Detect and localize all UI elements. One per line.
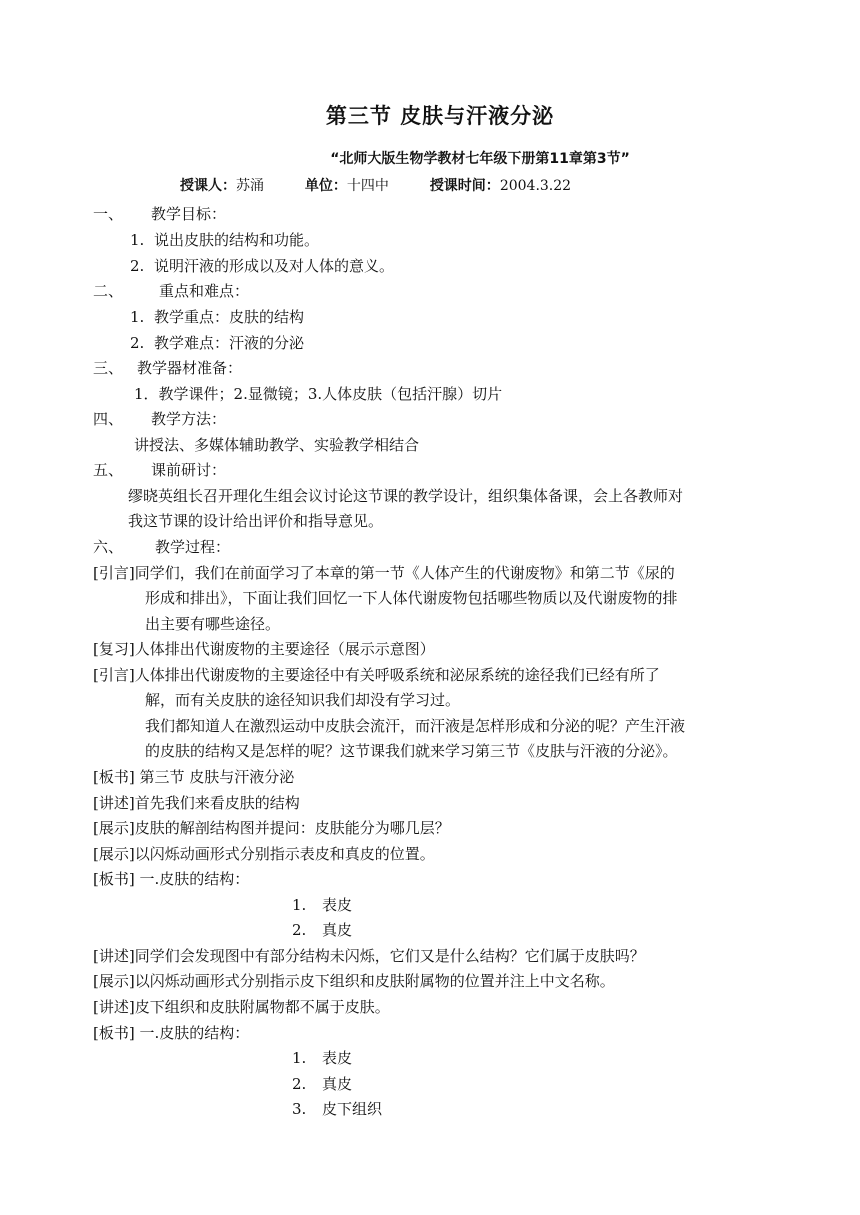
document-title: 第三节 皮肤与汗液分泌	[325, 104, 555, 128]
section-6-heading	[93, 536, 230, 557]
list-item: 1. 表皮	[292, 1049, 353, 1067]
paragraph-line: 形成和排出》，下面让我们回忆一下人体代谢废物包括哪些物质以及代谢废物的排	[145, 589, 678, 607]
paragraph-line: [引言]人体排出代谢废物的主要途径中有关呼吸系统和泌尿系统的途径我们已经有所了	[93, 666, 660, 684]
paragraph-line: 的皮肤的结构又是怎样的呢？这节课我们就来学习第三节《皮肤与汗液的分泌》。	[145, 742, 678, 760]
time-value: 2004.3.22	[499, 178, 572, 194]
list-item: 2. 说明汗液的形成以及对人体的意义。	[130, 257, 395, 275]
section-5-label: 课前研讨：	[151, 461, 227, 479]
section-6-number: 六、	[93, 538, 124, 556]
time-label: 授课时间：	[429, 178, 500, 194]
list-item: 1. 表皮	[292, 896, 353, 914]
teacher-label: 授课人：	[180, 178, 236, 194]
paragraph-line: [展示]以闪烁动画形式分别指示皮下组织和皮肤附属物的位置并注上中文名称。	[93, 972, 615, 990]
list-item: 2. 真皮	[292, 1075, 353, 1093]
paragraph-line: 出主要有哪些途径。	[145, 615, 281, 633]
paragraph-line: [板书] 一.皮肤的结构：	[93, 1024, 250, 1042]
paragraph-line: [板书] 第三节 皮肤与汗液分泌	[93, 768, 295, 786]
section-4-heading	[93, 408, 226, 429]
paragraph-line: [展示]皮肤的解剖结构图并提问：皮肤能分为哪几层？	[93, 819, 450, 837]
section-4-number: 四、	[93, 410, 124, 428]
paragraph-line: [讲述]首先我们来看皮肤的结构	[93, 794, 300, 812]
section-5-heading	[93, 459, 226, 480]
list-item: 1. 教学重点：皮肤的结构	[130, 308, 305, 326]
section-3-number: 三、	[93, 359, 124, 377]
paragraph-line: [复习]人体排出代谢废物的主要途径（展示示意图）	[93, 640, 435, 658]
unit-label: 单位：	[304, 178, 347, 194]
list-item: 3. 皮下组织	[292, 1100, 383, 1118]
equipment-list: 1．教学课件；2.显微镜；3.人体皮肤（包括汗腺）切片	[134, 385, 503, 403]
list-item: 2. 真皮	[292, 921, 353, 939]
paragraph-line: [讲述]皮下组织和皮肤附属物都不属于皮肤。	[93, 998, 390, 1016]
section-5-number: 五、	[93, 461, 124, 479]
section-1-label: 教学目标：	[151, 205, 227, 223]
teacher-value: 苏涌	[236, 178, 264, 194]
paragraph-line: [讲述]同学们会发现图中有部分结构未闪烁，它们又是什么结构？它们属于皮肤吗？	[93, 947, 645, 965]
section-3-label: 教学器材准备：	[137, 359, 243, 377]
section-2-label: 重点和难点：	[159, 282, 250, 300]
methods-text: 讲授法、多媒体辅助教学、实验教学相结合	[134, 436, 420, 454]
paragraph-line: 缪晓英组长召开理化生组会议讨论这节课的教学设计，组织集体备课，会上各教师对	[128, 487, 684, 505]
section-1-heading	[93, 203, 226, 224]
document-subtitle: “北师大版生物学教材七年级下册第11章第3节”	[330, 151, 630, 167]
paragraph-line: 我们都知道人在激烈运动中皮肤会流汗，而汗液是怎样形成和分泌的呢？产生汗液	[145, 717, 686, 735]
paragraph-line: [引言]同学们，我们在前面学习了本章的第一节《人体产生的代谢废物》和第二节《尿的	[93, 564, 675, 582]
paragraph-line: [展示]以闪烁动画形式分别指示表皮和真皮的位置。	[93, 845, 435, 863]
paragraph-line: [板书] 一.皮肤的结构：	[93, 870, 250, 888]
lesson-meta	[180, 175, 571, 195]
paragraph-line: 我这节课的设计给出评价和指导意见。	[128, 512, 384, 530]
list-item: 2. 教学难点：汗液的分泌	[130, 334, 305, 352]
section-6-label: 教学过程：	[155, 538, 231, 556]
list-item: 1. 说出皮肤的结构和功能。	[130, 231, 320, 249]
unit-value: 十四中	[346, 178, 389, 194]
section-1-number: 一、	[93, 205, 124, 223]
section-3-heading	[93, 357, 242, 378]
paragraph-line: 解，而有关皮肤的途径知识我们却没有学习过。	[145, 691, 461, 709]
section-4-label: 教学方法：	[151, 410, 227, 428]
section-2-number: 二、	[93, 282, 124, 300]
section-2-heading	[93, 280, 249, 301]
